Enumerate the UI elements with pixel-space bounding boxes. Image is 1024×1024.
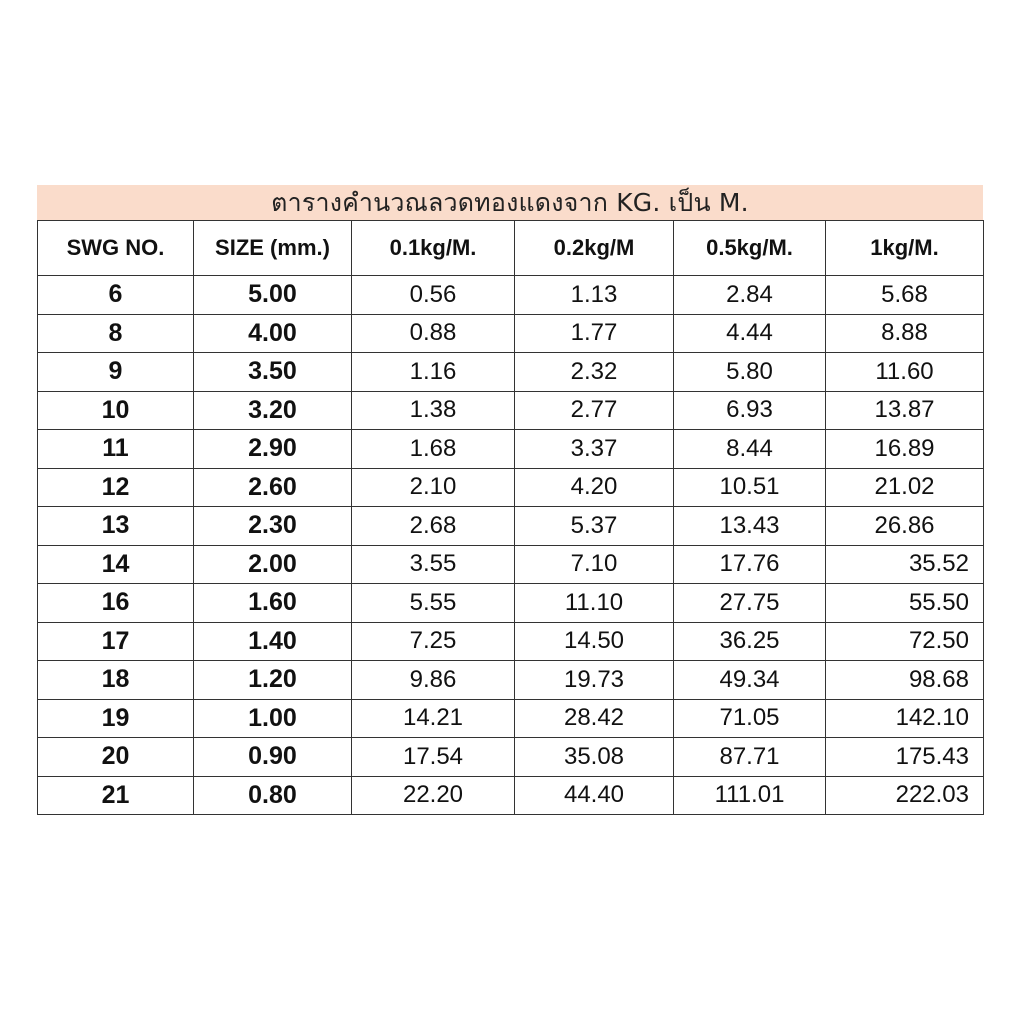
cell-swg-no: 8 xyxy=(38,314,194,353)
cell-0-1kg: 9.86 xyxy=(352,661,515,700)
cell-size-mm: 4.00 xyxy=(194,314,352,353)
cell-size-mm: 3.50 xyxy=(194,353,352,392)
cell-size-mm: 3.20 xyxy=(194,391,352,430)
cell-0-2kg: 5.37 xyxy=(515,507,674,546)
cell-0-2kg: 7.10 xyxy=(515,545,674,584)
wire-conversion-table xyxy=(37,220,984,815)
cell-size-mm: 0.90 xyxy=(194,738,352,777)
cell-0-5kg: 5.80 xyxy=(674,353,826,392)
table-row xyxy=(38,353,984,392)
cell-size-mm: 1.40 xyxy=(194,622,352,661)
cell-swg-no: 9 xyxy=(38,353,194,392)
cell-0-2kg: 19.73 xyxy=(515,661,674,700)
cell-1kg: 13.87 xyxy=(826,391,984,430)
table-row xyxy=(38,507,984,546)
cell-0-5kg: 17.76 xyxy=(674,545,826,584)
cell-0-1kg: 7.25 xyxy=(352,622,515,661)
cell-swg-no: 19 xyxy=(38,699,194,738)
cell-1kg: 55.50 xyxy=(826,584,984,623)
cell-swg-no: 21 xyxy=(38,776,194,815)
cell-size-mm: 2.90 xyxy=(194,430,352,469)
table-row xyxy=(38,468,984,507)
cell-0-2kg: 2.77 xyxy=(515,391,674,430)
cell-1kg: 222.03 xyxy=(826,776,984,815)
cell-0-5kg: 6.93 xyxy=(674,391,826,430)
cell-0-1kg: 3.55 xyxy=(352,545,515,584)
table-row xyxy=(38,738,984,777)
cell-0-5kg: 8.44 xyxy=(674,430,826,469)
header-1kg-per-m: 1kg/M. xyxy=(826,221,984,276)
cell-size-mm: 2.30 xyxy=(194,507,352,546)
cell-0-1kg: 1.16 xyxy=(352,353,515,392)
header-size-mm: SIZE (mm.) xyxy=(194,221,352,276)
cell-swg-no: 16 xyxy=(38,584,194,623)
table-row xyxy=(38,699,984,738)
cell-0-2kg: 2.32 xyxy=(515,353,674,392)
cell-0-1kg: 14.21 xyxy=(352,699,515,738)
cell-1kg: 16.89 xyxy=(826,430,984,469)
cell-0-1kg: 2.10 xyxy=(352,468,515,507)
cell-size-mm: 0.80 xyxy=(194,776,352,815)
cell-swg-no: 11 xyxy=(38,430,194,469)
header-0-5kg-per-m: 0.5kg/M. xyxy=(674,221,826,276)
table-row xyxy=(38,545,984,584)
cell-0-5kg: 36.25 xyxy=(674,622,826,661)
cell-1kg: 8.88 xyxy=(826,314,984,353)
cell-1kg: 35.52 xyxy=(826,545,984,584)
table-row xyxy=(38,391,984,430)
cell-0-2kg: 14.50 xyxy=(515,622,674,661)
cell-size-mm: 2.00 xyxy=(194,545,352,584)
cell-swg-no: 12 xyxy=(38,468,194,507)
cell-size-mm: 1.60 xyxy=(194,584,352,623)
cell-swg-no: 6 xyxy=(38,276,194,315)
cell-swg-no: 13 xyxy=(38,507,194,546)
cell-swg-no: 14 xyxy=(38,545,194,584)
table-row xyxy=(38,276,984,315)
cell-swg-no: 20 xyxy=(38,738,194,777)
cell-0-2kg: 3.37 xyxy=(515,430,674,469)
cell-1kg: 142.10 xyxy=(826,699,984,738)
cell-1kg: 72.50 xyxy=(826,622,984,661)
table-row xyxy=(38,314,984,353)
header-swg-no: SWG NO. xyxy=(38,221,194,276)
table-row xyxy=(38,661,984,700)
table-row xyxy=(38,430,984,469)
cell-0-1kg: 0.88 xyxy=(352,314,515,353)
cell-0-2kg: 1.77 xyxy=(515,314,674,353)
cell-1kg: 5.68 xyxy=(826,276,984,315)
cell-1kg: 26.86 xyxy=(826,507,984,546)
cell-0-5kg: 4.44 xyxy=(674,314,826,353)
cell-0-2kg: 1.13 xyxy=(515,276,674,315)
cell-0-1kg: 1.68 xyxy=(352,430,515,469)
cell-swg-no: 10 xyxy=(38,391,194,430)
cell-0-1kg: 2.68 xyxy=(352,507,515,546)
header-0-1kg-per-m: 0.1kg/M. xyxy=(352,221,515,276)
cell-0-5kg: 71.05 xyxy=(674,699,826,738)
table-row xyxy=(38,584,984,623)
cell-0-5kg: 10.51 xyxy=(674,468,826,507)
cell-swg-no: 17 xyxy=(38,622,194,661)
cell-0-2kg: 4.20 xyxy=(515,468,674,507)
cell-0-5kg: 87.71 xyxy=(674,738,826,777)
cell-0-5kg: 13.43 xyxy=(674,507,826,546)
cell-swg-no: 18 xyxy=(38,661,194,700)
cell-size-mm: 1.20 xyxy=(194,661,352,700)
header-row xyxy=(38,221,984,276)
cell-0-5kg: 2.84 xyxy=(674,276,826,315)
header-0-2kg-per-m: 0.2kg/M xyxy=(515,221,674,276)
cell-size-mm: 1.00 xyxy=(194,699,352,738)
cell-1kg: 175.43 xyxy=(826,738,984,777)
cell-0-1kg: 0.56 xyxy=(352,276,515,315)
cell-1kg: 98.68 xyxy=(826,661,984,700)
cell-0-2kg: 28.42 xyxy=(515,699,674,738)
cell-0-5kg: 27.75 xyxy=(674,584,826,623)
table-body xyxy=(38,276,984,815)
cell-0-2kg: 11.10 xyxy=(515,584,674,623)
cell-0-1kg: 1.38 xyxy=(352,391,515,430)
table-title: ตารางคำนวณลวดทองแดงจาก KG. เป็น M. xyxy=(37,185,983,220)
cell-0-1kg: 17.54 xyxy=(352,738,515,777)
cell-0-2kg: 35.08 xyxy=(515,738,674,777)
cell-0-5kg: 49.34 xyxy=(674,661,826,700)
cell-0-1kg: 22.20 xyxy=(352,776,515,815)
table-row xyxy=(38,622,984,661)
cell-0-1kg: 5.55 xyxy=(352,584,515,623)
table-row xyxy=(38,776,984,815)
cell-size-mm: 5.00 xyxy=(194,276,352,315)
cell-1kg: 21.02 xyxy=(826,468,984,507)
cell-0-2kg: 44.40 xyxy=(515,776,674,815)
wire-conversion-table-container xyxy=(37,185,983,815)
cell-size-mm: 2.60 xyxy=(194,468,352,507)
cell-1kg: 11.60 xyxy=(826,353,984,392)
cell-0-5kg: 111.01 xyxy=(674,776,826,815)
